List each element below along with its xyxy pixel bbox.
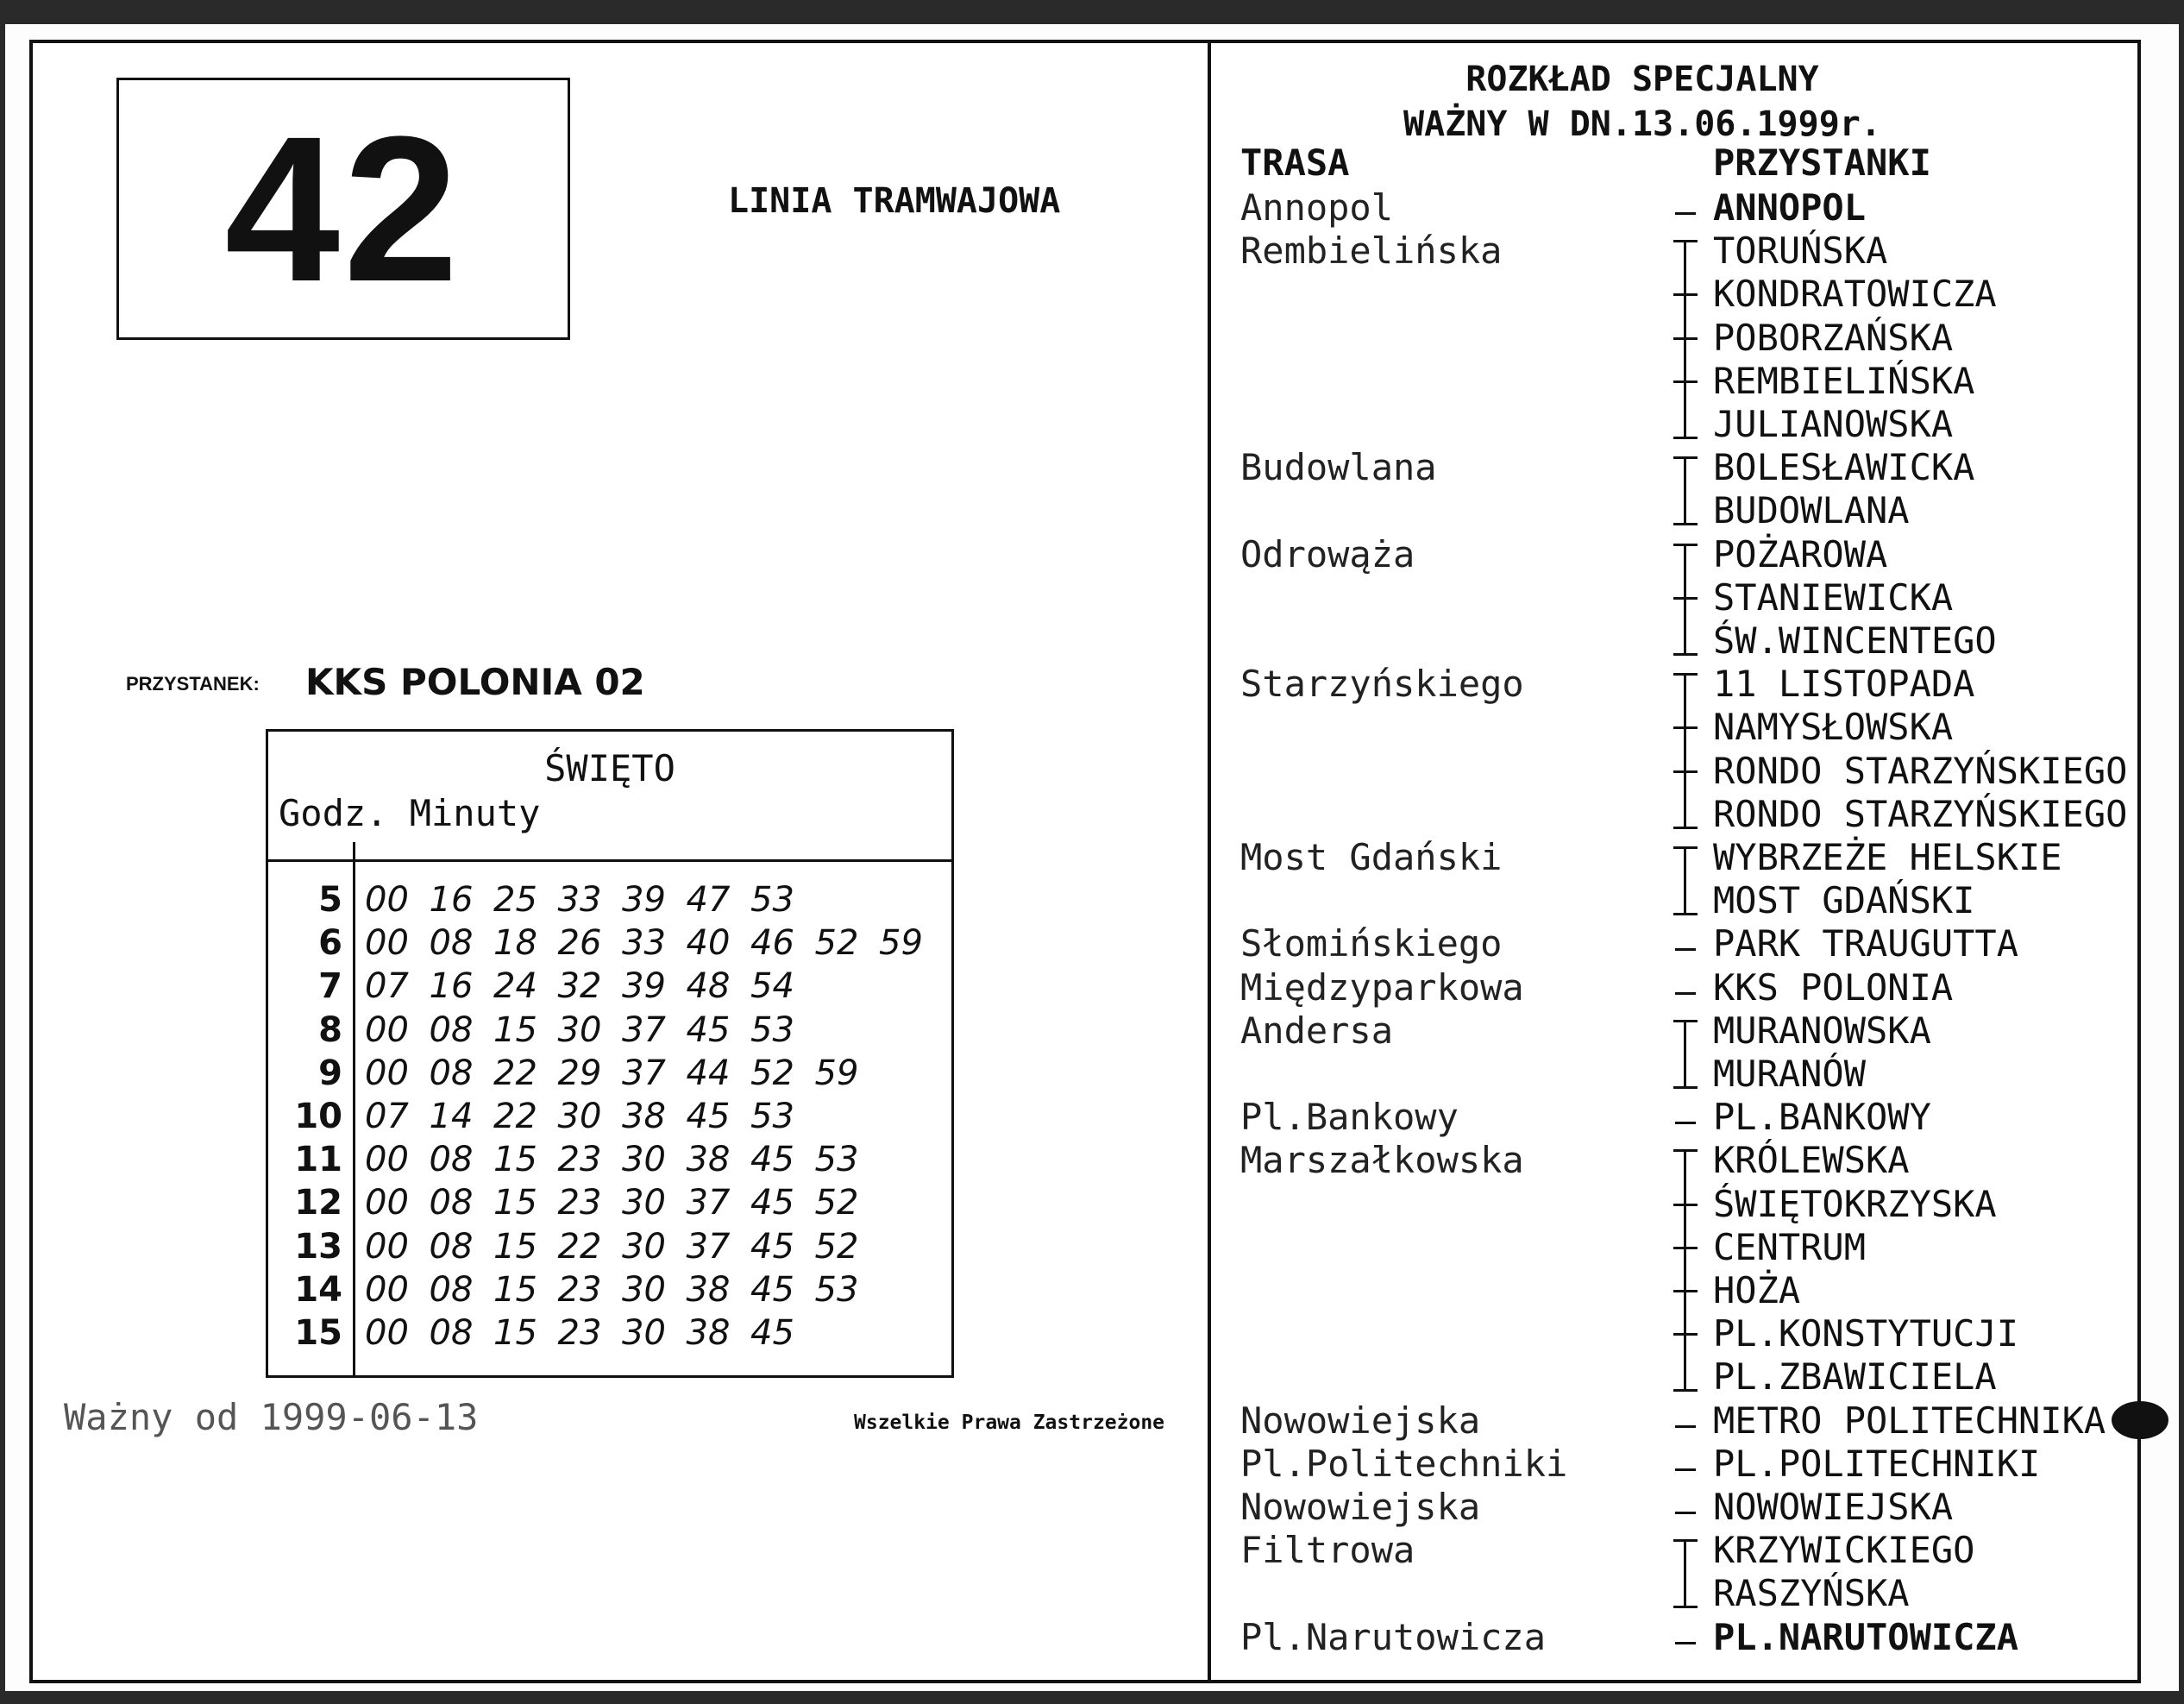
departure-hour: 14 [294,1269,342,1310]
departure-minute: 38 [686,1312,731,1353]
departure-minute: 00 [365,1140,409,1180]
route-connector-tick [1673,293,1698,296]
route-stop: RONDO STARZYŃSKIEGO [1713,792,2128,835]
departure-minute: 45 [686,1009,731,1050]
route-street: Budowlana [1240,446,1437,489]
departure-hour: 12 [294,1183,342,1223]
departure-minute: 45 [750,1269,794,1310]
stop-label: PRZYSTANEK: [126,673,260,695]
departure-minutes [365,1097,815,1136]
departure-minutes [365,1010,815,1050]
route-stop: JULIANOWSKA [1713,403,1954,445]
departure-minute: 53 [814,1269,859,1310]
route-stop: RASZYŃSKA [1713,1572,1910,1615]
departure-minute: 30 [557,1009,602,1050]
route-connector-tick [1673,597,1698,600]
departure-rows [268,877,951,1353]
departure-minute: 00 [365,1053,409,1093]
departure-minute: 14 [429,1096,474,1136]
departure-minute: 08 [429,1226,474,1267]
departure-minute: 22 [557,1226,602,1267]
line-number: 42 [224,93,462,324]
route-stop: METRO POLITECHNIKA [1713,1399,2106,1442]
route-street: Pl.Bankowy [1240,1096,1459,1139]
departure-minute: 15 [493,1140,537,1180]
departure-minutes [365,1227,879,1267]
departure-minute: 30 [622,1140,666,1180]
departure-minute: 29 [557,1053,602,1093]
route-street: Filtrowa [1240,1529,1415,1572]
route-street: Andersa [1240,1009,1394,1052]
special-schedule-title [1211,57,2074,147]
route-connector-tick [1673,1290,1698,1292]
route-connector-tick [1673,726,1698,729]
route-stop: 11 LISTOPADA [1713,663,1975,706]
departure-minute: 39 [622,880,666,920]
departure-minute: 00 [365,1269,409,1310]
route-stop: STANIEWICKA [1713,575,1954,619]
departure-minute: 30 [622,1226,666,1267]
route-stop: MURANOWSKA [1713,1009,1931,1052]
departure-minute: 00 [365,880,409,920]
departure-hour: 9 [318,1053,342,1093]
departure-minute: 07 [365,966,409,1007]
departure-minute: 07 [365,1096,409,1136]
departure-minutes [365,880,815,920]
departure-minute: 59 [879,923,923,964]
departure-minute: 45 [750,1183,794,1223]
departure-minute: 22 [493,1053,537,1093]
route-connector-dash [1675,1425,1696,1428]
route-connector-dash [1675,948,1696,951]
route-connector-tick [1673,1204,1698,1206]
departure-minutes [365,1053,879,1093]
departure-row [268,1267,951,1310]
route-stop: PARK TRAUGUTTA [1713,922,2019,965]
departure-minute: 24 [493,966,537,1007]
route-stop: BOLESŁAWICKA [1713,446,1975,489]
departure-minute: 08 [429,1140,474,1180]
route-connector-dash [1675,1468,1696,1471]
table-header-divider [268,859,951,862]
copyright-notice: Wszelkie Prawa Zastrzeżone [854,1412,1165,1434]
departure-minute: 08 [429,1312,474,1353]
departure-minute: 52 [814,1183,859,1223]
departure-minute: 18 [493,923,537,964]
departure-row [268,963,951,1006]
departure-minute: 47 [686,880,731,920]
departure-minute: 15 [493,1312,537,1353]
departure-minute: 37 [686,1226,731,1267]
departure-minute: 54 [750,966,794,1007]
departure-hour: 11 [294,1140,342,1180]
departure-minute: 15 [493,1009,537,1050]
route-stop: PL.BANKOWY [1713,1096,1931,1139]
departure-minute: 37 [622,1053,666,1093]
route-stop: MURANÓW [1713,1053,1867,1095]
departure-minute: 45 [750,1140,794,1180]
route-stop: ŚW.WINCENTEGO [1713,619,1997,662]
departure-minute: 25 [493,880,537,920]
route-street: Nowowiejska [1240,1486,1481,1528]
departure-hour: 5 [318,880,342,920]
route-street: Odrowąża [1240,532,1415,575]
route-stop: RONDO STARZYŃSKIEGO [1713,749,2128,792]
day-type: ŚWIĘTO [544,747,675,789]
departure-minute: 15 [493,1226,537,1267]
punch-hole [2112,1401,2168,1439]
departure-hour: 6 [318,923,342,964]
departure-minutes [365,1270,879,1310]
departure-minute: 00 [365,923,409,964]
departure-minute: 46 [750,923,794,964]
departure-row [268,920,951,963]
route-connector-tick [1673,1333,1698,1336]
route-connector-dash [1675,1642,1696,1644]
departure-minute: 53 [750,1096,794,1136]
route-connector-bracket [1673,1539,1698,1608]
departure-minute: 40 [686,923,731,964]
column-divider [1208,40,1211,1683]
route-stop: HOŻA [1713,1269,1801,1311]
table-header: Godz. Minuty [279,792,541,834]
departure-hour: 10 [294,1096,342,1136]
departure-minute: 30 [622,1312,666,1353]
route-stop: KRZYWICKIEGO [1713,1529,1975,1572]
departure-hour: 7 [318,966,342,1007]
route-connector-bracket [1673,846,1698,915]
departure-hour: 13 [294,1226,342,1267]
departure-minute: 00 [365,1009,409,1050]
departure-minute: 22 [493,1096,537,1136]
route-connector-tick [1673,380,1698,383]
line-number-box [116,78,570,340]
route-connector-bracket [1673,456,1698,525]
departure-minute: 23 [557,1269,602,1310]
departure-minutes [365,923,944,963]
route-stop: KRÓLEWSKA [1713,1139,1910,1182]
route-connector-dash [1675,992,1696,995]
route-header-trasa: TRASA [1240,141,1350,184]
departure-minute: 08 [429,923,474,964]
route-connector-bracket [1673,673,1698,829]
route-street: Pl.Narutowicza [1240,1615,1547,1658]
departure-minute: 48 [686,966,731,1007]
route-stop: KKS POLONIA [1713,965,1954,1009]
special-title-line2: WAŻNY W DN.13.06.1999r. [1403,104,1881,144]
route-stop: MOST GDAŃSKI [1713,879,1975,922]
departure-minute: 30 [622,1183,666,1223]
departure-minute: 53 [750,880,794,920]
departure-minute: 15 [493,1183,537,1223]
route-stop: ŚWIĘTOKRZYSKA [1713,1182,1997,1225]
route-header-stops: PRZYSTANKI [1713,141,1931,184]
departure-minute: 08 [429,1053,474,1093]
route-stop: BUDOWLANA [1713,489,1910,532]
route-street: Marszałkowska [1240,1139,1524,1182]
departure-minute: 45 [750,1226,794,1267]
line-type: LINIA TRAMWAJOWA [728,181,1061,221]
route-street: Nowowiejska [1240,1399,1481,1442]
departure-row [268,1050,951,1093]
route-stop: POŻAROWA [1713,532,1888,575]
departure-minute: 23 [557,1183,602,1223]
departure-minute: 59 [814,1053,859,1093]
stop-name: KKS POLONIA 02 [305,661,645,703]
departure-row [268,877,951,920]
departure-minute: 33 [557,880,602,920]
departure-minute: 53 [750,1009,794,1050]
route-street: Słomińskiego [1240,922,1503,965]
route-connector-tick [1673,770,1698,773]
departure-minute: 30 [622,1269,666,1310]
departure-row [268,1179,951,1223]
route-stop: NOWOWIEJSKA [1713,1486,1954,1528]
route-stop: PL.KONSTYTUCJI [1713,1312,2019,1355]
departure-minute: 23 [557,1312,602,1353]
route-stop: PL.NARUTOWICZA [1713,1615,2019,1658]
route-connector-dash [1675,212,1696,215]
route-street: Międzyparkowa [1240,965,1524,1009]
departure-minute: 00 [365,1312,409,1353]
route-stop: TORUŃSKA [1713,230,1888,273]
departure-minute: 30 [557,1096,602,1136]
departure-minute: 38 [686,1269,731,1310]
departure-minute: 23 [557,1140,602,1180]
departure-hour: 15 [294,1312,342,1353]
route-stop: POBORZAŃSKA [1713,316,1954,359]
route-stop: PL.POLITECHNIKI [1713,1442,2041,1485]
departure-minutes [365,966,815,1006]
departure-minute: 39 [622,966,666,1007]
route-street: Annopol [1240,186,1394,229]
route-connector-dash [1675,1512,1696,1514]
departure-minute: 08 [429,1009,474,1050]
route-stop: WYBRZEŻE HELSKIE [1713,836,2062,878]
special-title-line1: ROZKŁAD SPECJALNY [1465,60,1819,99]
route-stop: PL.ZBAWICIELA [1713,1355,1997,1399]
departure-minute: 45 [750,1312,794,1353]
departure-table [266,729,954,1378]
route-stop: CENTRUM [1713,1225,1867,1268]
route-street: Pl.Politechniki [1240,1442,1568,1485]
departure-minute: 52 [814,923,859,964]
departure-minute: 52 [814,1226,859,1267]
departure-minute: 16 [429,880,474,920]
route-connector-bracket [1673,1020,1698,1089]
departure-minute: 33 [622,923,666,964]
departure-minute: 38 [622,1096,666,1136]
departure-minutes [365,1313,815,1353]
departure-minute: 52 [750,1053,794,1093]
departure-minute: 44 [686,1053,731,1093]
departure-minute: 32 [557,966,602,1007]
route-connector-tick [1673,337,1698,340]
departure-minute: 00 [365,1226,409,1267]
departure-minute: 16 [429,966,474,1007]
departure-minute: 08 [429,1183,474,1223]
departure-minute: 37 [622,1009,666,1050]
departure-minute: 08 [429,1269,474,1310]
departure-row [268,1310,951,1353]
route-stop: ANNOPOL [1713,186,1867,229]
departure-minute: 15 [493,1269,537,1310]
route-connector-bracket [1673,1149,1698,1392]
route-stop: KONDRATOWICZA [1713,273,1997,316]
departure-row [268,1007,951,1050]
departure-minutes [365,1140,879,1179]
route-street: Rembielińska [1240,230,1503,273]
departure-row [268,1093,951,1136]
route-stop: REMBIELIŃSKA [1713,359,1975,402]
departure-minute: 53 [814,1140,859,1180]
route-connector-dash [1675,1122,1696,1124]
departure-row [268,1223,951,1267]
departure-minute: 45 [686,1096,731,1136]
route-street: Most Gdański [1240,836,1503,878]
route-connector-tick [1673,1247,1698,1249]
departure-minutes [365,1183,879,1223]
departure-hour: 8 [318,1009,342,1050]
departure-minute: 38 [686,1140,731,1180]
departure-minute: 26 [557,923,602,964]
route-stop: NAMYSŁOWSKA [1713,706,1954,749]
validity-date: Ważny od 1999-06-13 [64,1396,479,1438]
departure-minute: 37 [686,1183,731,1223]
departure-minute: 00 [365,1183,409,1223]
departure-row [268,1136,951,1179]
route-street: Starzyńskiego [1240,663,1524,706]
